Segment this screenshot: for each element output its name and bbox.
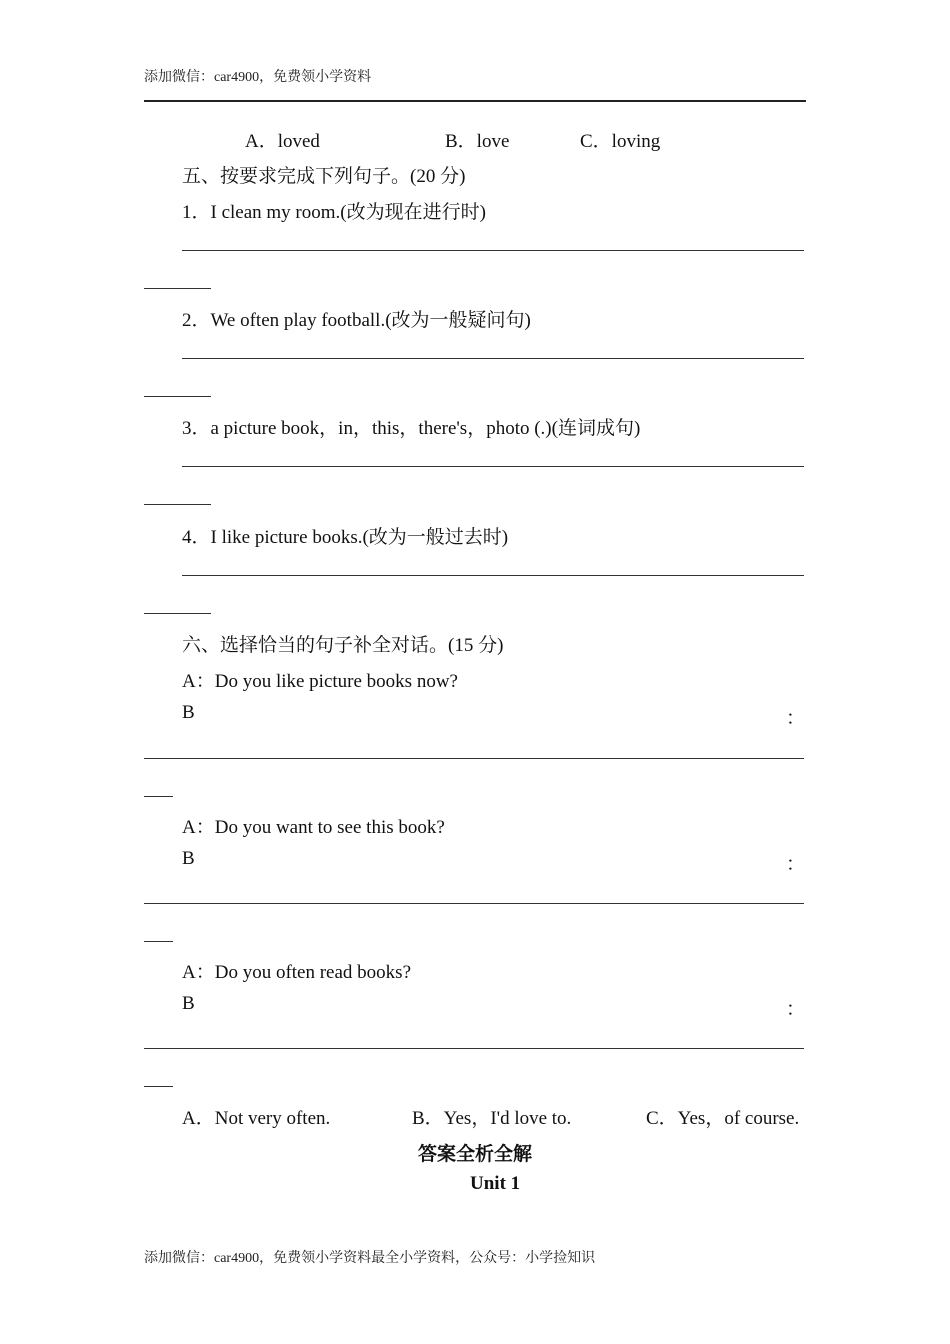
question-3: 3．a picture book，in，this，there's，photo (.)(连词成句) [182, 418, 641, 439]
answer-line[interactable] [144, 903, 804, 904]
dialogue-option-a: A．Not very often. [182, 1108, 331, 1129]
dialogue-b-label: B [182, 993, 195, 1014]
dialogue-a-line: A：Do you often read books? [182, 962, 412, 983]
answer-line-continuation [144, 1086, 173, 1087]
question-1: 1．I clean my room.(改为现在进行时) [182, 202, 486, 223]
dialogue-b-colon: ： [786, 854, 806, 875]
page-footer: 添加微信：car4900，免费领小学资料最全小学资料，公众号：小学捡知识 [144, 1251, 596, 1266]
dialogue-a-line: A：Do you want to see this book? [182, 817, 445, 838]
section6-title: 六、选择恰当的句子补全对话。(15 分) [182, 635, 504, 656]
question-2: 2．We often play football.(改为一般疑问句) [182, 310, 531, 331]
option-c: C．loving [580, 131, 661, 152]
answer-line-continuation [144, 796, 173, 797]
dialogue-a-line: A：Do you like picture books now? [182, 671, 458, 692]
dialogue-b-colon: ： [786, 999, 806, 1020]
header-divider [144, 100, 806, 102]
option-b: B．love [445, 131, 510, 152]
section5-title: 五、按要求完成下列句子。(20 分) [182, 166, 466, 187]
dialogue-b-label: B [182, 848, 195, 869]
answer-line[interactable] [182, 250, 804, 251]
dialogue-option-c: C．Yes，of course. [646, 1108, 800, 1129]
dialogue-b-colon: ： [786, 708, 806, 729]
question-4: 4．I like picture books.(改为一般过去时) [182, 527, 509, 548]
answer-line[interactable] [182, 466, 804, 467]
unit-title: Unit 1 [470, 1173, 521, 1194]
option-a: A．loved [245, 131, 320, 152]
page-header: 添加微信：car4900，免费领小学资料 [144, 70, 372, 85]
answer-line-continuation [144, 504, 211, 505]
answer-line[interactable] [182, 358, 804, 359]
answer-line[interactable] [144, 1048, 804, 1049]
answer-title: 答案全析全解 [417, 1144, 532, 1165]
answer-line[interactable] [182, 575, 804, 576]
answer-line[interactable] [144, 758, 804, 759]
answer-line-continuation [144, 613, 211, 614]
answer-line-continuation [144, 941, 173, 942]
answer-line-continuation [144, 288, 211, 289]
dialogue-option-b: B．Yes，I'd love to. [412, 1108, 572, 1129]
dialogue-b-label: B [182, 702, 195, 723]
answer-line-continuation [144, 396, 211, 397]
